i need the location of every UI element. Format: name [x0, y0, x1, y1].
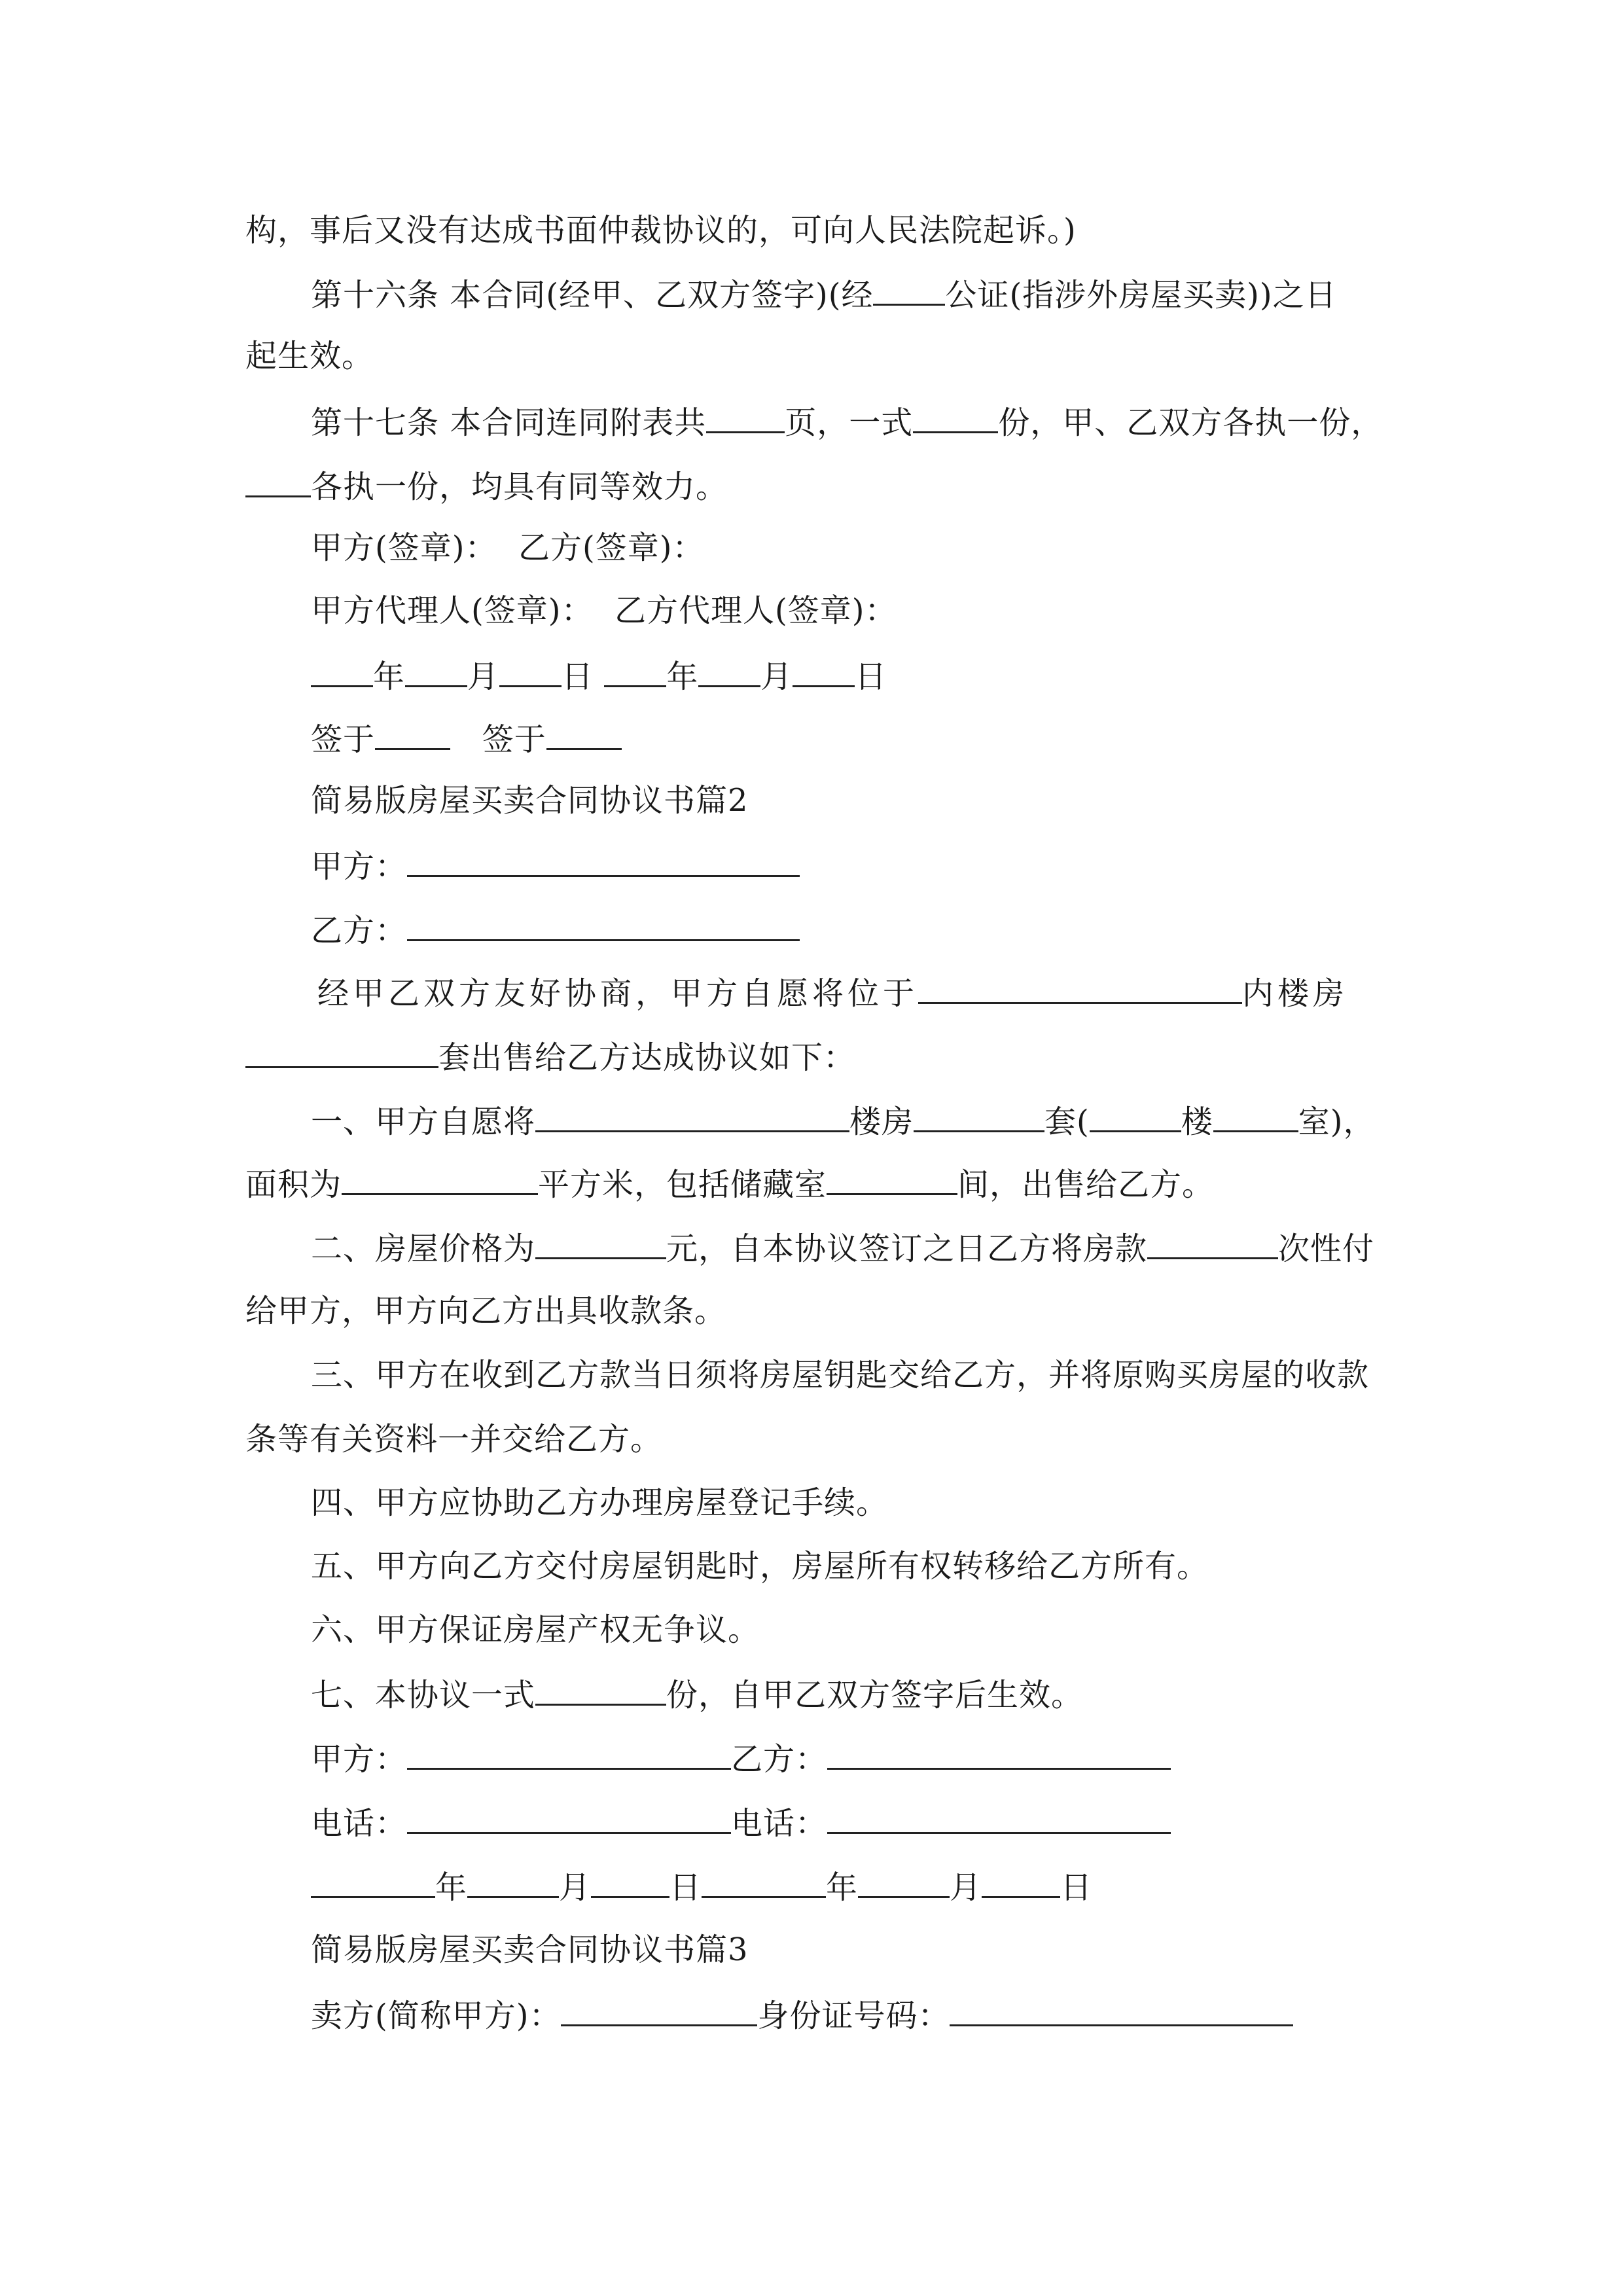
paragraph-line: 条等有关资料一并交给乙方。 [245, 1421, 663, 1458]
date-line: 年 月 日 年 月 日 [311, 655, 887, 696]
seller-line: 卖方(简称甲方)： 身份证号码： [311, 1994, 1293, 2036]
signature-line: 甲方(签章)： 乙方(签章)： [311, 529, 705, 566]
article-16: 第十六条 本合同(经甲、乙双方签字)(经 公证(指涉外房屋买卖))之日 [311, 274, 1337, 315]
section-title: 简易版房屋买卖合同协议书篇3 [311, 1931, 749, 1968]
party-b-line: 乙方： [311, 909, 800, 950]
clause-6: 六、甲方保证房屋产权无争议。 [311, 1611, 760, 1648]
paragraph-line: 经甲乙双方友好协商，甲方自愿将位于 内楼房 [317, 972, 1348, 1013]
clause-5: 五、甲方向乙方交付房屋钥匙时，房屋所有权转移给乙方所有。 [311, 1548, 1209, 1585]
date-line: 年 月 日 年 月 日 [311, 1866, 1092, 1907]
clause-4: 四、甲方应协助乙方办理房屋登记手续。 [311, 1484, 889, 1521]
clause-3: 三、甲方在收到乙方款当日须将房屋钥匙交给乙方，并将原购买房屋的收款 [311, 1357, 1370, 1393]
paragraph-line: 构，事后又没有达成书面仲裁协议的，可向人民法院起诉。) [245, 212, 1077, 249]
party-a-line: 甲方： [311, 845, 800, 886]
article-17: 第十七条 本合同连同附表共 页，一式 份，甲、乙双方各执一份， [311, 401, 1383, 442]
paragraph-line: 起生效。 [245, 338, 374, 374]
paragraph-line: 面积为 平方米，包括储藏室 间，出售给乙方。 [245, 1163, 1214, 1204]
clause-1: 一、甲方自愿将 楼房 套( 楼 室)， [311, 1100, 1376, 1141]
clause-7: 七、本协议一式 份，自甲乙双方签字后生效。 [311, 1674, 1083, 1715]
agent-signature-line: 甲方代理人(签章)： 乙方代理人(签章)： [311, 592, 897, 629]
clause-2: 二、房屋价格为 元，自本协议签订之日乙方将房款 次性付 [311, 1227, 1374, 1268]
phone-line: 电话： 电话： [311, 1802, 1171, 1843]
signed-at-line: 签于 签于 [311, 718, 622, 759]
paragraph-line: 套出售给乙方达成协议如下： [245, 1036, 855, 1077]
paragraph-line: 各执一份，均具有同等效力。 [245, 465, 728, 507]
section-title: 简易版房屋买卖合同协议书篇2 [311, 782, 749, 819]
paragraph-line: 给甲方，甲方向乙方出具收款条。 [245, 1293, 727, 1329]
party-signature-line: 甲方： 乙方： [311, 1738, 1171, 1779]
